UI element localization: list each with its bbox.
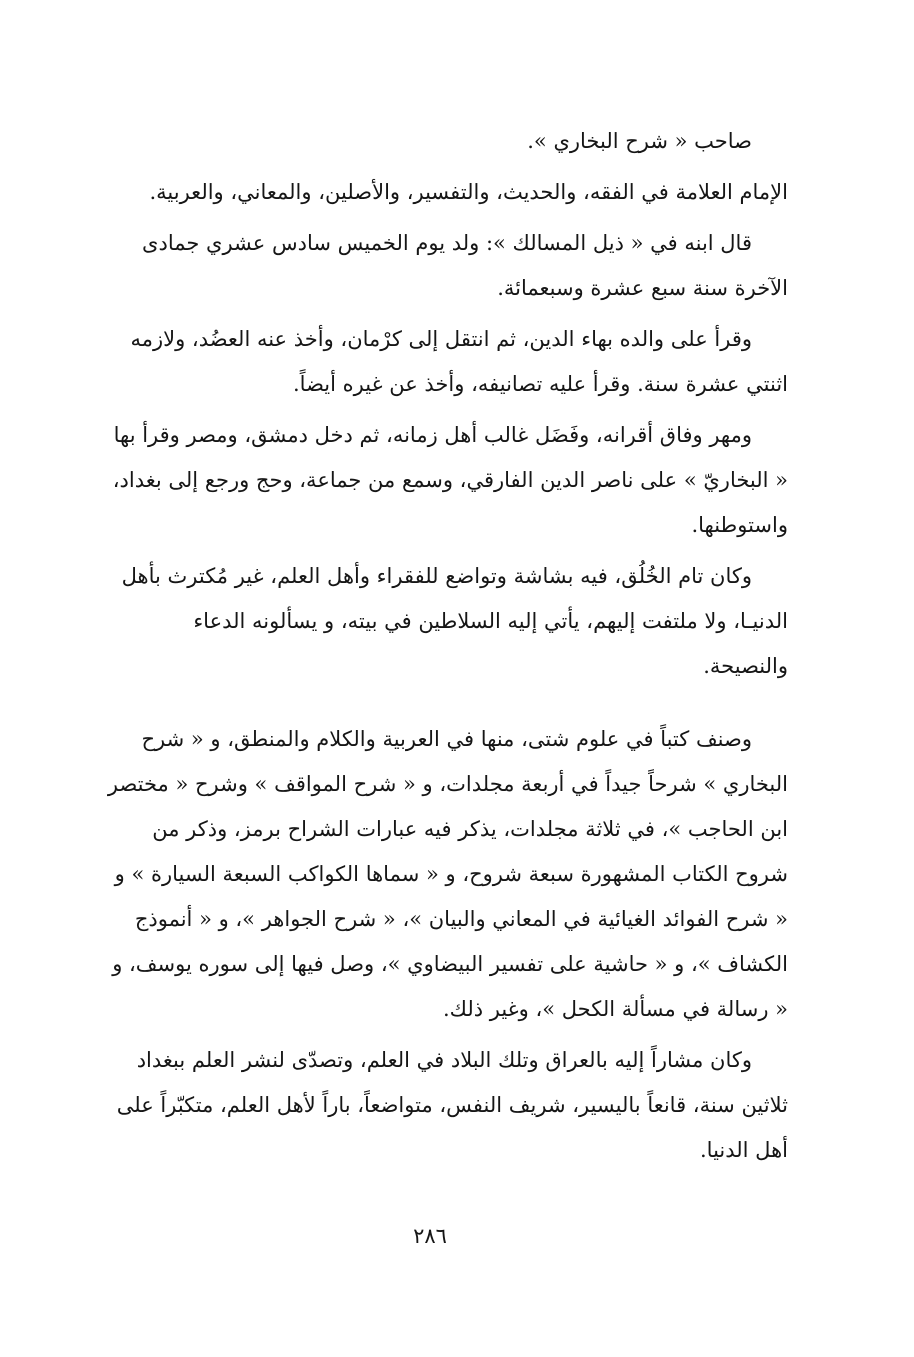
arabic-text-column — [101, 0, 788, 1173]
text-paragraph-4: وقرأ على والده بهاء الدين، ثم انتقل إلى كرْمان، وأخذ عنه العضُد، ولازمه اثنتي عشرة سنة. وقرأ عليه تصانيفه، وأخذ عن غيره أيضاً. — [123, 327, 788, 396]
page-number: ٢٨٦ — [413, 1224, 447, 1248]
text-paragraph-5: ومهر وفاق أقرانه، وفَضَل غالب أهل زمانه، ثم دخل دمشق، ومصر وقرأ بها « البخاريّ » على ناصر الدين الفارقي، وسمع من جماعة، وحج ورجع إلى بغداد، واستوطنها. — [106, 423, 788, 537]
text-paragraph-1: صاحب « شرح البخاري ». — [527, 129, 752, 153]
text-paragraph-3: قال ابنه في « ذيل المسالك »: ولد يوم الخميس سادس عشري جمادى الآخرة سنة سبع عشرة وسبعمائة. — [135, 231, 788, 300]
text-paragraph-2: الإمام العلامة في الفقه، والحديث، والتفسير، والأصلين، والمعاني، والعربية. — [149, 180, 788, 204]
text-paragraph-7: وصنف كتباً في علوم شتى، منها في العربية والكلام والمنطق، و « شرح البخاري » شرحاً جيداً في أربعة مجلدات، و « شرح المواقف » وشرح « مختصر ابن الحاجب »، في ثلاثة مجلدات، يذكر فيه عبارات الشراح برمز، وذكر من شروح الكتاب المشهورة سبعة شروح، و « سماها الكواكب السبعة السيارة » و « شرح الفوائد الغيائية في المعاني والبيان »، « شرح الجواهر »، و « أنموذج الكشاف »، و « حاشية على تفسير البيضاوي »، وصل فيها إلى سوره يوسف، و « رسالة في مسألة الكحل »، وغير ذلك. — [101, 727, 788, 1021]
text-paragraph-8: وكان مشاراً إليه بالعراق وتلك البلاد في العلم، وتصدّى لنشر العلم ببغداد ثلاثين سنة، قانعاً باليسير، شريف النفس، متواضعاً، باراً لأهل العلم، متكبّراً على أهل الدنيا. — [110, 1048, 788, 1162]
text-paragraph-6: وكان تام الخُلُق، فيه بشاشة وتواضع للفقراء وأهل العلم، غير مُكترث بأهل الدنيـا، ولا ملتفت إليهم، يأتي إليه السلاطين في بيته، و يسألونه الدعاء والنصيحة. — [114, 564, 788, 678]
